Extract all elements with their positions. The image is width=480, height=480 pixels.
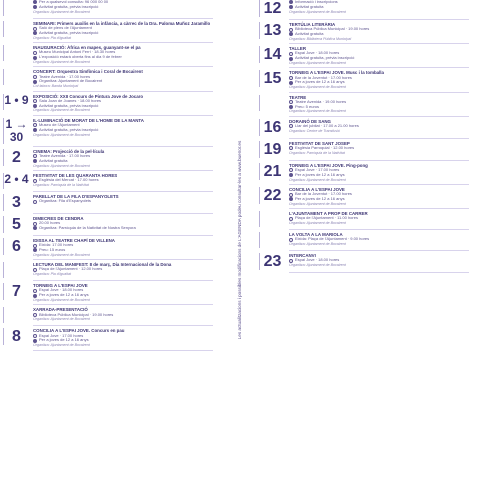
event-date bbox=[259, 232, 285, 248]
date-number: 12 bbox=[263, 0, 282, 17]
event-organizer: Organitza: Ajuntament de Bocairent bbox=[289, 263, 346, 268]
event-date bbox=[259, 187, 285, 204]
event-detail-text: Organitza: Ajuntament de Bocairent bbox=[39, 78, 103, 84]
event-title: SEMINARI: Primers auxilis en la infància, a càrrec de la Dra. Paloma Muñoz Jaramillo bbox=[33, 21, 211, 26]
event-divider bbox=[33, 170, 213, 171]
event-organizer: Organitza: Ajuntament de Bocairent bbox=[33, 60, 90, 64]
event-detail-text: Eixida: 17.00 hores bbox=[39, 242, 74, 248]
event-date bbox=[3, 118, 29, 144]
event-title: IDISSA AL TEATRE CHAPÍ DE VILLENA bbox=[33, 238, 115, 244]
event-organizer: Col·labora: Banda Municipal bbox=[33, 84, 79, 89]
event-organizer: Organitza: Ajuntament de Bocairent bbox=[33, 163, 90, 168]
info-icon bbox=[289, 105, 293, 109]
info-icon bbox=[33, 31, 37, 35]
event-body bbox=[289, 211, 469, 225]
event-detail-text: Per a joves de 12 a 16 anys bbox=[39, 337, 89, 343]
place-icon bbox=[33, 27, 37, 31]
event-item bbox=[3, 216, 213, 233]
event-organizer: Organitza: Parròquia de la Nativitat bbox=[289, 150, 345, 155]
event-detail-text: Per a qualsevol consulta: 96 000 00 00 bbox=[39, 0, 109, 4]
event-detail-text: Teatre Avenida · 17.00 hores bbox=[39, 73, 91, 79]
sidebar-notice: Les actualitzacions i possibles modificacions de L'AGENDA podeu consultar-les a www.buenor.es bbox=[237, 140, 242, 340]
event-detail-text: Plaça de l'Ajuntament · 12.00 hores bbox=[39, 266, 103, 272]
info-icon bbox=[289, 197, 293, 201]
event-body bbox=[33, 328, 213, 347]
event-body bbox=[289, 95, 469, 114]
event-date bbox=[259, 253, 285, 270]
event-date bbox=[3, 328, 29, 345]
event-divider bbox=[33, 325, 213, 326]
place-icon bbox=[33, 289, 37, 293]
event-detail-text: Bar de la Joventut · 17.00 hores bbox=[295, 74, 352, 80]
event-divider bbox=[33, 235, 213, 236]
event-item bbox=[3, 328, 213, 347]
event-body bbox=[33, 238, 213, 257]
event-date bbox=[259, 163, 285, 180]
event-body bbox=[33, 149, 213, 168]
event-title: TORNEIG A L'ESPAI JOVE bbox=[33, 283, 88, 289]
event-divider bbox=[33, 350, 213, 351]
event-divider bbox=[33, 66, 213, 67]
date-number: 1 • 9 bbox=[4, 92, 29, 107]
place-icon bbox=[33, 200, 37, 204]
date-number: 2 • 4 bbox=[4, 172, 29, 187]
info-icon bbox=[289, 0, 293, 4]
place-icon bbox=[289, 238, 293, 242]
place-icon bbox=[33, 334, 37, 338]
event-body bbox=[289, 253, 469, 267]
event-detail-text: Església Parroquial · 12.00 hores bbox=[295, 145, 355, 151]
date-number: 15 bbox=[263, 70, 282, 88]
event-divider bbox=[289, 67, 469, 68]
event-body bbox=[33, 307, 213, 321]
event-detail-text: Saló de plens de l'Ajuntament bbox=[39, 25, 92, 31]
event-item bbox=[3, 69, 213, 88]
event-detail-text: Organitza: Fila d'Espanyolets bbox=[39, 198, 91, 204]
event-divider bbox=[289, 272, 469, 273]
date-number: 21 bbox=[263, 162, 282, 180]
event-title: TORNEIG A L'ESPAI JOVE. Musc i la tomballa bbox=[289, 70, 384, 76]
event-organizer: Organitza: Ajuntament de Bocairent bbox=[289, 85, 346, 90]
info-icon bbox=[33, 294, 37, 298]
event-date bbox=[259, 95, 285, 111]
info-icon bbox=[289, 57, 293, 61]
event-item bbox=[3, 173, 213, 189]
event-body bbox=[289, 163, 469, 182]
event-detail-text: Bar de la Joventut · 17.00 hores bbox=[295, 191, 352, 197]
date-number: 7 bbox=[12, 283, 21, 301]
event-body bbox=[289, 141, 469, 155]
info-icon bbox=[33, 80, 37, 84]
event-detail-text: Per a joves de 12 a 16 anys bbox=[39, 292, 89, 298]
event-detail-text: Llar del jubilat · 17.00 a 21.00 hores bbox=[295, 123, 359, 129]
event-title: IL·LUMINACIÓ DE MORAT DE L'HOME DE LA MANTA bbox=[33, 117, 144, 123]
event-item bbox=[259, 211, 469, 227]
event-title: FESTIVITAT DE LES QUARANTA HORES bbox=[33, 173, 118, 179]
info-icon bbox=[289, 5, 293, 9]
event-item bbox=[3, 307, 213, 323]
event-item bbox=[3, 194, 213, 211]
event-detail-text: Museu Municipal Antoni Ferri · 18.30 hores bbox=[39, 49, 116, 55]
event-body bbox=[33, 262, 213, 276]
event-date bbox=[259, 46, 285, 63]
event-organizer: Organitza: Ajuntament de Bocairent bbox=[289, 177, 346, 182]
event-date bbox=[3, 69, 29, 85]
place-icon bbox=[33, 244, 37, 248]
event-divider bbox=[289, 208, 469, 209]
event-detail-text: Església del Mercat · 17.00 hores bbox=[39, 177, 99, 183]
event-item bbox=[259, 46, 469, 65]
event-divider bbox=[33, 91, 213, 92]
event-detail-text: Espai Jove · 17.00 hores bbox=[295, 167, 340, 173]
info-icon bbox=[289, 32, 293, 36]
place-icon bbox=[33, 313, 37, 317]
event-divider bbox=[289, 138, 469, 139]
event-organizer: Organitza: Biblioteca Pública Municipal bbox=[289, 36, 352, 41]
event-item bbox=[259, 163, 469, 182]
event-detail-text: Espai Jove · 18.00 hores bbox=[39, 287, 84, 293]
event-organizer: Organitza: Ajuntament de Bocairent bbox=[33, 108, 90, 113]
event-body bbox=[33, 45, 213, 64]
event-item bbox=[3, 238, 213, 257]
event-detail-text: Activitat gratuita, prèvia inscripció bbox=[39, 3, 99, 9]
info-icon bbox=[33, 159, 37, 163]
place-icon bbox=[33, 123, 37, 127]
event-item bbox=[259, 95, 469, 114]
event-date bbox=[3, 194, 29, 211]
event-title: TEATRE bbox=[289, 94, 307, 100]
event-item bbox=[3, 262, 213, 278]
event-divider bbox=[33, 42, 213, 43]
event-detail-text: Activitat gratuita, prèvia inscripció bbox=[39, 30, 99, 35]
event-title: CONCILIA A L'ESPAI JOVE. Concurs en pau bbox=[33, 328, 125, 334]
place-icon bbox=[289, 217, 293, 221]
event-title: INAUGURACIÓ: Àfrica en mapes, guanyant-se el pa bbox=[33, 45, 141, 51]
event-date bbox=[259, 211, 285, 227]
info-icon bbox=[33, 248, 37, 252]
event-organizer: Organitza: Ajuntament de Bocairent bbox=[289, 61, 346, 65]
event-divider bbox=[33, 304, 213, 305]
info-icon bbox=[33, 104, 37, 108]
event-body bbox=[33, 0, 213, 14]
event-date bbox=[3, 94, 29, 110]
place-icon bbox=[289, 52, 293, 56]
event-title: LECTURA DEL MANIFEST: 8 de març, Dia Internacional de la Dona bbox=[33, 262, 172, 268]
date-number: 1 → 30 bbox=[5, 116, 28, 144]
date-number: 23 bbox=[263, 253, 282, 271]
event-detail-text: Activitat gratuita bbox=[295, 31, 324, 36]
event-title: XARRADA-PRESENTACIÓ bbox=[33, 307, 88, 313]
event-date bbox=[259, 70, 285, 87]
event-organizer: Organitza: Ajuntament de Bocairent bbox=[33, 317, 90, 322]
place-icon bbox=[289, 124, 293, 128]
event-divider bbox=[33, 18, 213, 19]
place-icon bbox=[33, 154, 37, 158]
event-organizer: Organitza: Pla d'igualtat bbox=[33, 272, 72, 277]
place-icon bbox=[33, 179, 37, 183]
place-icon bbox=[289, 76, 293, 80]
event-date bbox=[3, 21, 29, 37]
info-icon bbox=[33, 226, 37, 230]
event-divider bbox=[289, 160, 469, 161]
event-divider bbox=[289, 43, 469, 44]
place-icon bbox=[289, 259, 293, 263]
info-icon bbox=[289, 173, 293, 177]
date-number: 8 bbox=[12, 328, 21, 346]
event-title: DORAINÓ DE SANG bbox=[289, 118, 331, 124]
event-detail-text: Eixida: Plaça de l'Ajuntament · 9.00 hores bbox=[295, 236, 370, 242]
event-divider bbox=[33, 280, 213, 281]
event-organizer: Organitza: Ajuntament de Bocairent bbox=[33, 252, 90, 257]
event-body bbox=[33, 21, 213, 40]
event-detail-text: Organitza: Parròquia de la Nativitat de Nostra Senyora bbox=[39, 225, 136, 231]
event-detail-text: Espai Jove · 18.00 hores bbox=[295, 50, 340, 56]
event-detail-text: Plaça de l'Ajuntament · 11.00 hores bbox=[295, 215, 358, 221]
event-title: CONCERT: Orquestra Simfònica i Coral de Bocairent bbox=[33, 69, 143, 75]
event-title: PARELLAT DE LA FILA D'ESPANYOLETS bbox=[33, 194, 119, 200]
event-body bbox=[33, 216, 213, 231]
event-item bbox=[259, 0, 469, 17]
event-date bbox=[3, 173, 29, 189]
event-body bbox=[33, 94, 213, 113]
event-body bbox=[289, 119, 469, 133]
event-organizer: Organitza: Ajuntament de Bocairent bbox=[289, 9, 346, 14]
event-detail-text: Per a joves de 12 a 16 anys bbox=[295, 79, 345, 85]
event-organizer: Organitza: Ajuntament de Bocairent bbox=[33, 343, 90, 348]
event-title: CINEMA: Projecció de la pel·lícula bbox=[33, 148, 105, 154]
date-number: 19 bbox=[263, 140, 282, 158]
event-divider bbox=[33, 115, 213, 116]
left-column bbox=[3, 0, 213, 480]
event-divider bbox=[289, 92, 469, 93]
event-detail-text: Teatre Avenida · 19.00 hores bbox=[295, 98, 347, 104]
place-icon bbox=[33, 51, 37, 55]
event-item bbox=[259, 70, 469, 89]
event-organizer: Organitza: Ajuntament de Bocairent bbox=[289, 201, 346, 206]
event-date bbox=[259, 141, 285, 158]
event-body bbox=[289, 22, 469, 41]
event-body bbox=[289, 46, 469, 65]
event-date bbox=[3, 45, 29, 61]
date-number: 3 bbox=[12, 194, 21, 212]
event-date bbox=[3, 238, 29, 255]
event-detail-text: Preu: 15 euros bbox=[39, 247, 66, 253]
event-detail-text: Activitat gratuita bbox=[295, 3, 324, 9]
place-icon bbox=[33, 99, 37, 103]
event-body bbox=[33, 118, 213, 137]
event-item bbox=[3, 21, 213, 40]
event-divider bbox=[33, 259, 213, 260]
event-detail-text: Museu de l'Ajuntament bbox=[39, 122, 80, 128]
event-detail-text: Activitat gratuita, prèvia inscripció bbox=[39, 126, 99, 132]
event-organizer: Organitza: Ajuntament de Bocairent bbox=[289, 242, 346, 247]
event-item bbox=[3, 149, 213, 168]
info-icon bbox=[33, 128, 37, 132]
event-body bbox=[33, 194, 213, 204]
event-title: EXPOSICIÓ: XXII Concurs de Pintura Jove de Jocaro bbox=[33, 93, 144, 99]
event-date bbox=[3, 262, 29, 278]
event-detail-text: Activitat gratuita, prèvia inscripció bbox=[39, 102, 99, 108]
event-title: TERTÚLIA LITERÀRIA bbox=[289, 22, 336, 27]
event-title: CONCILIA A L'ESPAI JOVE bbox=[289, 187, 345, 193]
event-detail-text: Sala Joan de Joanes · 18.00 hores bbox=[39, 97, 102, 103]
event-body bbox=[289, 70, 469, 89]
event-title: INTERCANVI bbox=[289, 253, 316, 259]
event-detail-text: Per a joves de 12 a 16 anys bbox=[295, 196, 345, 202]
event-divider bbox=[289, 184, 469, 185]
info-icon bbox=[33, 0, 37, 4]
event-organizer: Organitza: Ajuntament de Bocairent bbox=[33, 298, 90, 303]
event-detail-text: Espai Jove · 17.00 hores bbox=[39, 332, 84, 338]
event-detail-text: L'exposició estarà oberta fins al dia 9 de febrer bbox=[39, 54, 122, 60]
event-item bbox=[259, 141, 469, 158]
event-detail-text: Teatre Avenida · 17.00 hores bbox=[39, 153, 91, 159]
event-body bbox=[33, 173, 213, 187]
date-number: 2 bbox=[12, 148, 21, 166]
event-organizer: Organitza: Ajuntament de Bocairent bbox=[33, 132, 90, 137]
event-date bbox=[3, 0, 29, 16]
event-detail-text: Activitat gratuita, prèvia inscripció bbox=[295, 55, 355, 61]
event-divider bbox=[33, 146, 213, 147]
event-item bbox=[259, 22, 469, 41]
event-item bbox=[259, 253, 469, 270]
event-item bbox=[3, 118, 213, 144]
event-item bbox=[3, 45, 213, 64]
date-number: 16 bbox=[263, 118, 282, 136]
event-item bbox=[259, 187, 469, 206]
event-title: FESTIVITAT DE SANT JOSEP bbox=[289, 140, 350, 146]
event-title: DIMECRES DE CENDRA bbox=[33, 216, 84, 222]
event-item bbox=[259, 232, 469, 248]
event-title: TALLER bbox=[289, 46, 306, 52]
event-organizer: Organitza: Pla d'igualtat bbox=[33, 35, 72, 40]
date-number: 5 bbox=[12, 216, 21, 234]
event-detail-text: Preu: 5 euros bbox=[295, 103, 320, 109]
event-title: TORNEIG A L'ESPAI JOVE. Ping-pong bbox=[289, 162, 368, 168]
sidebar-strip bbox=[233, 0, 247, 480]
event-item bbox=[3, 0, 213, 16]
event-date bbox=[259, 0, 285, 17]
event-date bbox=[259, 119, 285, 136]
event-divider bbox=[289, 229, 469, 230]
event-item bbox=[3, 283, 213, 302]
event-body bbox=[289, 232, 469, 246]
clock-icon bbox=[33, 222, 37, 226]
right-column bbox=[259, 0, 469, 480]
event-detail-text: Biblioteca Pública Municipal · 19.00 hores bbox=[39, 311, 114, 317]
event-organizer: Organitza: Centre de Transfusió bbox=[289, 128, 340, 133]
event-divider bbox=[33, 191, 213, 192]
date-number: 14 bbox=[263, 46, 282, 64]
event-detail-text: Per a joves de 12 a 16 anys bbox=[295, 171, 345, 177]
date-number: 22 bbox=[263, 187, 282, 205]
event-organizer: Organitza: Ajuntament de Bocairent bbox=[33, 9, 90, 14]
place-icon bbox=[289, 28, 293, 32]
info-icon bbox=[33, 339, 37, 343]
event-divider bbox=[289, 250, 469, 251]
place-icon bbox=[289, 146, 293, 150]
event-date bbox=[259, 22, 285, 39]
event-title: L'AJUNTAMENT A PROP DE CARRER bbox=[289, 211, 368, 217]
event-organizer: Organitza: Parròquia de la Nativitat bbox=[33, 183, 89, 188]
event-item bbox=[259, 119, 469, 136]
event-divider bbox=[289, 19, 469, 20]
event-date bbox=[3, 307, 29, 323]
event-detail bbox=[33, 199, 213, 204]
event-date bbox=[3, 283, 29, 300]
event-detail-text: Biblioteca Pública Municipal · 19.00 hores bbox=[295, 26, 370, 32]
event-detail bbox=[33, 226, 213, 231]
event-date bbox=[3, 216, 29, 233]
event-body bbox=[33, 283, 213, 302]
event-detail-text: Activitat gratuita bbox=[39, 157, 68, 163]
place-icon bbox=[289, 168, 293, 172]
date-number: 13 bbox=[263, 22, 282, 39]
place-icon bbox=[33, 268, 37, 272]
event-body bbox=[289, 0, 469, 14]
event-detail-text: 20.00 hores bbox=[39, 220, 61, 226]
event-item bbox=[3, 94, 213, 113]
event-body bbox=[33, 69, 213, 88]
place-icon bbox=[33, 75, 37, 79]
date-number: 6 bbox=[12, 238, 21, 256]
event-title: LA VOLTA A LA MARIOLA bbox=[289, 232, 343, 238]
event-body bbox=[289, 187, 469, 206]
info-icon bbox=[289, 81, 293, 85]
info-icon bbox=[33, 56, 37, 60]
event-divider bbox=[33, 213, 213, 214]
event-organizer: Organitza: Ajuntament de Bocairent bbox=[289, 109, 346, 114]
place-icon bbox=[289, 100, 293, 104]
event-date bbox=[3, 149, 29, 166]
event-detail-text: Informació i inscripcions bbox=[295, 0, 338, 4]
event-divider bbox=[289, 116, 469, 117]
event-organizer: Organitza: Ajuntament de Bocairent bbox=[289, 221, 346, 226]
place-icon bbox=[289, 193, 293, 197]
info-icon bbox=[33, 5, 37, 9]
event-detail-text: Espai Jove · 18.00 hores bbox=[295, 257, 340, 263]
